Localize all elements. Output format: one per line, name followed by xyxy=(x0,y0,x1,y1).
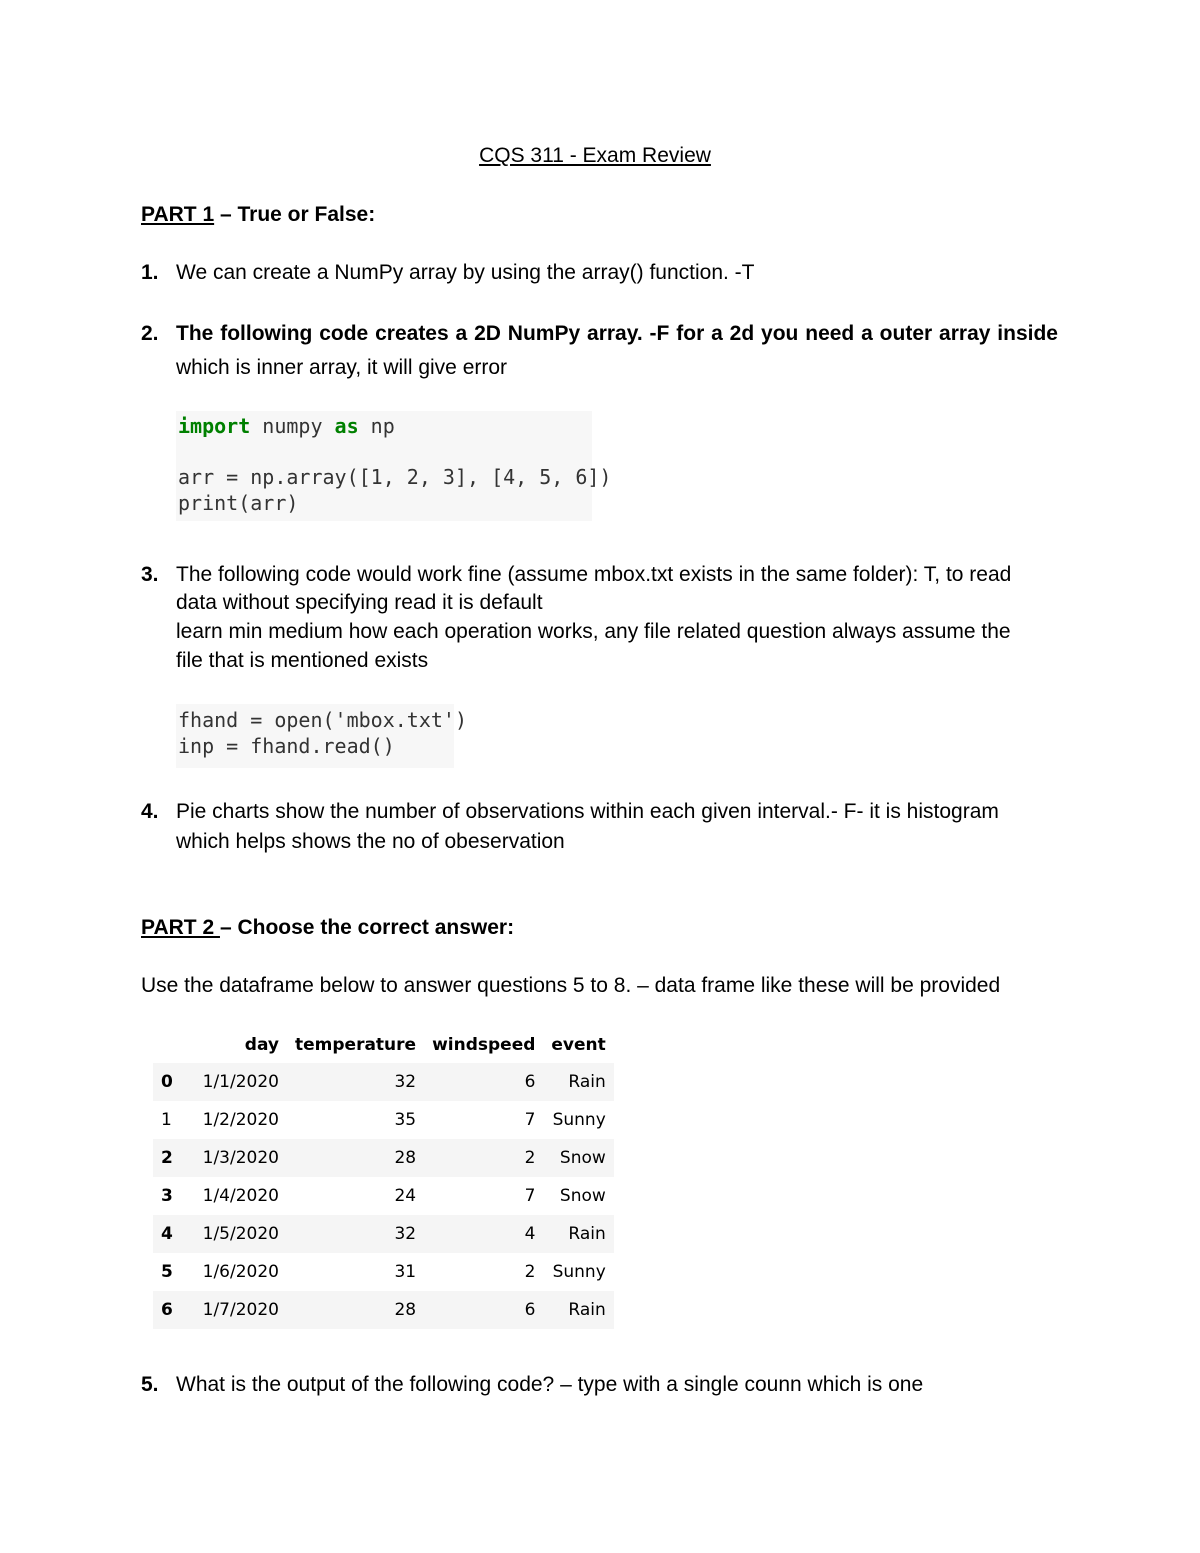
code-line-arr: arr = np.array([1, 2, 3], [4, 5, 6]) xyxy=(178,465,612,489)
cell-day: 1/3/2020 xyxy=(202,1148,279,1168)
q2-line1: The following code creates a 2D NumPy array. -F for a 2d you need a outer array inside xyxy=(176,322,1058,345)
cell-windspeed: 7 xyxy=(524,1110,536,1130)
cell-windspeed: 6 xyxy=(524,1072,536,1092)
cell-event: Snow xyxy=(559,1186,606,1206)
cell-temperature: 32 xyxy=(394,1224,417,1244)
cell-event: Sunny xyxy=(552,1262,606,1282)
column-header-windspeed: windspeed xyxy=(432,1035,536,1055)
q5-text: What is the output of the following code? – type with a single counn which is one xyxy=(176,1373,924,1396)
page-title: CQS 311 - Exam Review xyxy=(479,144,711,167)
cell-temperature: 28 xyxy=(394,1300,417,1320)
column-header-event: event xyxy=(551,1035,606,1055)
row-index: 4 xyxy=(161,1224,173,1244)
part2-heading xyxy=(141,913,514,942)
q5-number: 5. xyxy=(141,1373,159,1396)
cell-windspeed: 6 xyxy=(524,1300,536,1320)
q4-line1: Pie charts show the number of observations within each given interval.- F- it is histogram xyxy=(176,800,999,823)
row-index: 2 xyxy=(161,1148,173,1168)
dataframe-table xyxy=(153,1027,614,1329)
q3-line1: The following code would work fine (assume mbox.txt exists in the same folder): T, to read xyxy=(176,563,1012,586)
row-index: 5 xyxy=(161,1262,173,1282)
table-row xyxy=(153,1063,614,1101)
q3-line3: learn min medium how each operation works, any file related question always assume the xyxy=(176,620,1011,643)
cell-event: Sunny xyxy=(552,1110,606,1130)
cell-temperature: 28 xyxy=(394,1148,417,1168)
column-header-index xyxy=(153,1027,187,1063)
code-line-read: inp = fhand.read() xyxy=(178,733,395,758)
part1-heading xyxy=(141,200,375,229)
table-row xyxy=(153,1177,614,1215)
cell-windspeed: 2 xyxy=(524,1148,536,1168)
q1-text: We can create a NumPy array by using the array() function. -T xyxy=(176,261,755,284)
code-block-numpy xyxy=(176,411,612,521)
q4-number: 4. xyxy=(141,800,159,823)
table-row xyxy=(153,1215,614,1253)
cell-day: 1/7/2020 xyxy=(202,1300,279,1320)
table-row xyxy=(153,1291,614,1329)
dataframe-intro: Use the dataframe below to answer questions 5 to 8. – data frame like these will be provided xyxy=(141,974,1001,997)
cell-event: Rain xyxy=(568,1072,606,1092)
q3-line2: data without specifying read it is default xyxy=(176,591,543,614)
cell-event: Snow xyxy=(559,1148,606,1168)
row-index: 1 xyxy=(161,1110,172,1130)
cell-day: 1/6/2020 xyxy=(202,1262,279,1282)
cell-windspeed: 2 xyxy=(524,1262,536,1282)
cell-windspeed: 7 xyxy=(524,1186,536,1206)
code-keyword-import: import xyxy=(178,414,251,438)
table-row xyxy=(153,1101,614,1139)
part2-suffix: – Choose the correct answer: xyxy=(219,916,515,939)
q2-number: 2. xyxy=(141,322,159,345)
cell-event: Rain xyxy=(568,1300,606,1320)
code-block-file xyxy=(176,704,467,768)
code-line-open: fhand = open('mbox.txt') xyxy=(178,708,467,732)
table-header-row xyxy=(153,1027,614,1063)
cell-temperature: 35 xyxy=(394,1110,417,1130)
cell-temperature: 32 xyxy=(394,1072,417,1092)
part1-suffix: – True or False: xyxy=(214,203,376,226)
code-keyword-as: as xyxy=(334,414,359,438)
column-header-temperature: temperature xyxy=(295,1035,417,1055)
q3-number: 3. xyxy=(141,563,159,586)
cell-day: 1/2/2020 xyxy=(202,1110,279,1130)
code-text: np xyxy=(358,414,395,438)
row-index: 0 xyxy=(161,1072,173,1092)
cell-day: 1/1/2020 xyxy=(202,1072,279,1092)
code-line-print: print(arr) xyxy=(178,490,299,515)
q1-number: 1. xyxy=(141,261,159,284)
part1-label: PART 1 xyxy=(141,203,215,226)
row-index: 6 xyxy=(161,1300,173,1320)
q4-line2: which helps shows the no of obeservation xyxy=(176,830,565,853)
cell-temperature: 24 xyxy=(394,1186,417,1206)
code-text: numpy xyxy=(250,414,335,438)
cell-day: 1/5/2020 xyxy=(202,1224,279,1244)
table-row xyxy=(153,1253,614,1291)
table-row xyxy=(153,1139,614,1177)
q3-line4: file that is mentioned exists xyxy=(176,649,429,672)
row-index: 3 xyxy=(161,1186,173,1206)
column-header-day: day xyxy=(244,1035,279,1055)
part2-label: PART 2 xyxy=(141,916,220,939)
cell-temperature: 31 xyxy=(394,1262,417,1282)
cell-event: Rain xyxy=(568,1224,606,1244)
cell-day: 1/4/2020 xyxy=(202,1186,279,1206)
q2-line2: which is inner array, it will give error xyxy=(176,356,508,379)
cell-windspeed: 4 xyxy=(524,1224,536,1244)
